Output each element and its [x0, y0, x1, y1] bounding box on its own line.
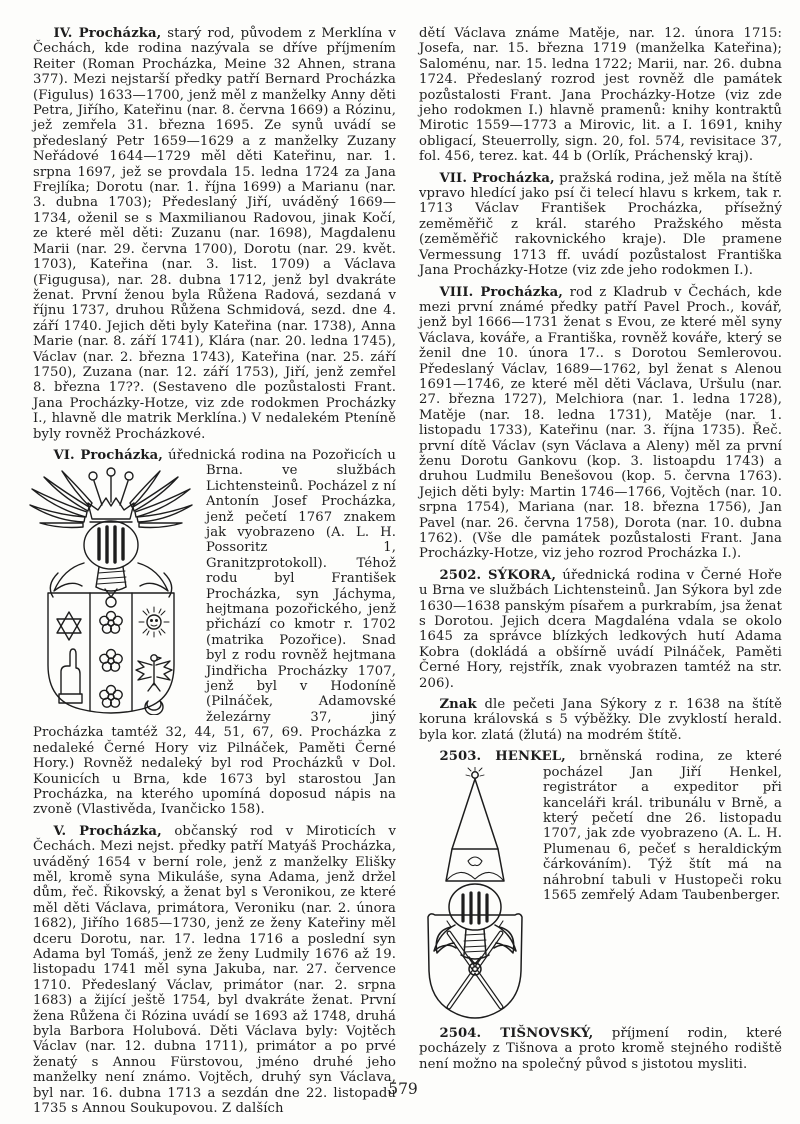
entry-znak-sykora — [419, 697, 782, 743]
entry-2503-henkel — [419, 749, 782, 903]
entry-vi-lead: VI. Procházka, — [53, 447, 163, 463]
page-number: 579 — [388, 1080, 418, 1098]
entry-2503-body-rest: Jan Jiří Henkel, registrátor a expeditor při kanceláři král. tribunálu v Brně, a který pečetí dne 26. listopadu 1707, jak zde vyobrazeno (A. L. H. Plumenau 6, pečeť s heraldickým čárkováním). Týž štít má na náhrobní tabuli v Hustopeči roku 1565 zemřelý Adam Taubenberger. — [543, 764, 782, 903]
entry-iv-prochazka — [33, 26, 396, 442]
entry-viii-lead: VIII. Procházka, — [439, 284, 563, 300]
entry-vii-body: pražská rodina, jež měla na štítě vpravo hledící jako psí či telecí hlavu s krkem, tak r. 1713 Václav František Procházka, přísežný zeměměřič z král. starého Pražského města (zeměměřič rakovnického kraje). Dle pramene Vermessung 1713 ff. uvádí pozůstalost Františka Jana Procházky-Hotze (viz zde jeho rodokmen I.). — [419, 170, 782, 279]
entry-2502-lead: 2502. SÝKORA, — [439, 567, 557, 583]
entry-v-prochazka — [33, 824, 396, 1117]
entry-viii-prochazka — [419, 285, 782, 562]
entry-2502-sykora — [419, 568, 782, 691]
entry-2504-lead: 2504. TIŠNOVSKÝ, — [439, 1025, 594, 1041]
entry-v-continuation — [419, 26, 782, 165]
entry-2504-tisnovsky — [419, 1026, 782, 1072]
entry-vi-body-start: úřednická rodina na Pozořicích — [162, 447, 383, 463]
entry-znak-lead: Znak — [439, 697, 477, 713]
entry-vi-body-rest: u Brna. ve službách Lichtensteinů. Pocházel z ní Antonín Josef Procházka, jenž pečetí 1767 znakem jak vyobrazeno (A. L. H. Possoritz 1, Granitzprotokoll). Téhož rodu byl František Procházka, syn Jáchyma, hejtmana pozořického, jenž přichází co kmotr r. 1702 (matrika Pozořice). Snad byl z rodu rovněž hejtmana Jindřicha Procházky 1707, jenž byl v Hodoníně (Pilnáček, Adamovské železárny 37, jiný Procházka tamtéž 32, 44, 51, 67, 69. Procházka z nedaleké Černé Hory viz Pilnáček, Paměti Černé Hory.) Rovněž nedaleký byl rod Procházků v Dol. Kounicích u Brna, kde 1673 byl starostou Jan Procházka, na kterého upomíná doposud nápis na zvoně (Vlastivěda, Ivančicko 158). — [33, 447, 396, 818]
entry-iv-body: starý rod, původem z Merklína v Čechách, kde rodina nazývala se dříve příjmením Reiter (Roman Procházka, Meine 32 Ahnen, strana 377). Mezi nejstarší předky patří Bernard Procházka (Figulus) 1633—1700, jenž měl z manželky Anny děti Petra, Jiřího, Kateřinu (nar. 8. června 1669) a Rózinu, jež zemřela 31. března 1695. Ze synů uvádí se předeslaný Petr 1659—1629 a z manželky Zuzany Neřádové 1644—1729 měl děti Kateřinu, nar. 1. srpna 1697, jež se provdala 15. ledna 1724 za Jana Frejlíka; Dorotu (nar. 1. října 1699) a Marianu (nar. 3. dubna 1703); Předeslaný Jiří, uváděný 1669—1734, oženil se s Maxmilianou Radovou, jinak Kočí, ze které měl děti: Zuzanu (nar. 1698), Magdalenu Marii (nar. 29. června 1700), Dorotu (nar. 29. květ. 1703), Kateřina (nar. 3. list. 1709) a Václava (Figugusa), nar. 28. dubna 1712, jenž byl dvakráte ženat. První ženou byla Růžena Radová, sezdaná v říjnu 1737, druhou Růžena Schmidová, sezd. dne 4. září 1740. Jejich děti byly Kateřina (nar. 1738), Anna Marie (nar. 8. září 1741), Klára (nar. 20. ledna 1745), Václav (nar. 2. března 1743), Kateřina (nar. 25. září 1750), Zuzana (nar. 12. září 1753), Jiří, jenž zemřel 8. března 17??. (Sestaveno dle pozůstalosti Frant. Jana Procházky-Hotze, viz zde rodokmen Procházky I., hlavně dle matrik Merklína.) V nedalekém Pteníně byly rovněž Procházkové. — [33, 26, 396, 442]
henkel-coat-of-arms-illustration — [421, 767, 529, 1023]
entry-v-continuation-body: dětí Václava známe Matěje, nar. 12. února 1715: Josefa, nar. 15. března 1719 (manželka Kateřina); Saloménu, nar. 15. ledna 1722; Marii, nar. 26. dubna 1724. Předeslaný rozrod jest rovněž dle památek pozůstalosti Frant. Jana Procházky-Hotze (viz zde jeho rodokmen I.) hlavně pramenů: knihy kontraktů Mirotic 1559—1773 a Mirovic, lit. a I. 1691, knihy obligací, Steuerrolly, sign. 20, fol. 574, revisitace 37, fol. 456, terez. kat. 44 b (Orlík, Práchenský kraj). — [419, 26, 782, 165]
entry-vi-prochazka — [33, 448, 396, 818]
entry-2502-body: úřednická rodina v Černé Hoře u Brna ve službách Lichtensteinů. Jan Sýkora byl zde 1630—1638 panským písařem a purkrabím, jsa ženat s Dorotou. Jejich dcera Magdaléna vdala se okolo 1645 za správce blízkých ledkových hutí Adama Kobra (dokládá a obšírně uvádí Pilnáček, Paměti Černé Hory, rejstřík, znak vyobrazen tamtéž na str. 206). — [419, 567, 782, 691]
right-column — [419, 26, 782, 1078]
entry-v-lead: V. Procházka, — [53, 823, 162, 839]
entry-2504-body: příjmení rodin, které pocházely z Tišnova a proto kromě stejného rodiště není možno na společný původ s jistotou mysliti. — [419, 1025, 782, 1072]
entry-2503-lead: 2503. HENKEL, — [439, 749, 566, 765]
left-column — [33, 26, 396, 1122]
entry-vii-lead: VII. Procházka, — [439, 170, 555, 186]
entry-vii-prochazka — [419, 171, 782, 279]
prochazka-coat-of-arms-illustration — [26, 465, 194, 715]
entry-2503-body-start: brněnská rodina, ze které pocházel — [543, 749, 782, 780]
entry-viii-body: rod z Kladrub v Čechách, kde mezi první známé předky patří Pavel Proch., kovář, jenž byl 1666—1731 ženat s Evou, ze které měl syny Václava, kováře, a Františka, rovněž kováře, který se ženil dne 10. února 17.. s Dorotou Semlerovou. Předeslaný Václav, 1689—1762, byl ženat s Alenou 1691—1746, ze které měl děti Václava, Uršulu (nar. 27. března 1727), Melchiora (nar. 1. ledna 1728), Matěje (nar. 18. ledna 1731), Matěje (nar. 1. listopadu 1733), Kateřinu (nar. 3. října 1735). Řeč. první dítě Václav (syn Václava a Aleny) měl za první ženu Dorotu Gankovu (kop. 3. listoapdu 1743) a druhou Ludmilu Benešovou (kop. 5. června 1763). Jejich děti byly: Martin 1746—1766, Vojtěch (nar. 10. srpna 1754), Mariana (nar. 18. března 1756), Jan Pavel (nar. 26. června 1758), Dorota (nar. 10. dubna 1762). (Vše dle památek pozůstalosti Frant. Jana Procházky-Hotze, viz jeho rozrod Procházka I.). — [419, 284, 782, 562]
entry-iv-lead: IV. Procházka, — [53, 26, 162, 41]
entry-v-body: občanský rod v Miroticích v Čechách. Mezi nejst. předky patří Matyáš Procházka, uváděný 1654 v berní role, jenž z manželky Elišky měl, kromě syna Mikuláše, syna Adama, jenž držel dům, řeč. Řikovský, a ženat byl s Veronikou, ze které měl děti Václava, primátora, Veroniku (nar. 2. února 1682), Jiřího 1685—1730, jenž ze ženy Kateřiny měl dceru Dorotu, nar. 17. ledna 1716 a poslední syn Adama byl Tomáš, jenž ze ženy Ludmily 1676 až 19. listopadu 1741 měl syna Jakuba, nar. 27. července 1710. Předeslaný Václav, primátor (nar. 2. srpna 1683) a žijící ještě 1754, byl dvakráte ženat. První žena Růžena či Rózina uvádí se 1693 až 1748, druhá byla Barbora Holubová. Děti Václava byly: Vojtěch Václav (nar. 12. dubna 1711), primátor a po prvé ženatý s Annou Fürstovou, jméno druhé jeho manželky není známo. Vojtěch, druhý syn Václava, byl nar. 16. dubna 1713 a sezdán dne 22. listopadu 1735 s Annou Soukupovou. Z dalších — [33, 823, 396, 1117]
entry-znak-body: dle pečeti Jana Sýkory z r. 1638 na štítě koruna královská s 5 výběžky. Dle zvyklostí herald. byla kor. zlatá (žlutá) na modrém štítě. — [419, 697, 782, 743]
